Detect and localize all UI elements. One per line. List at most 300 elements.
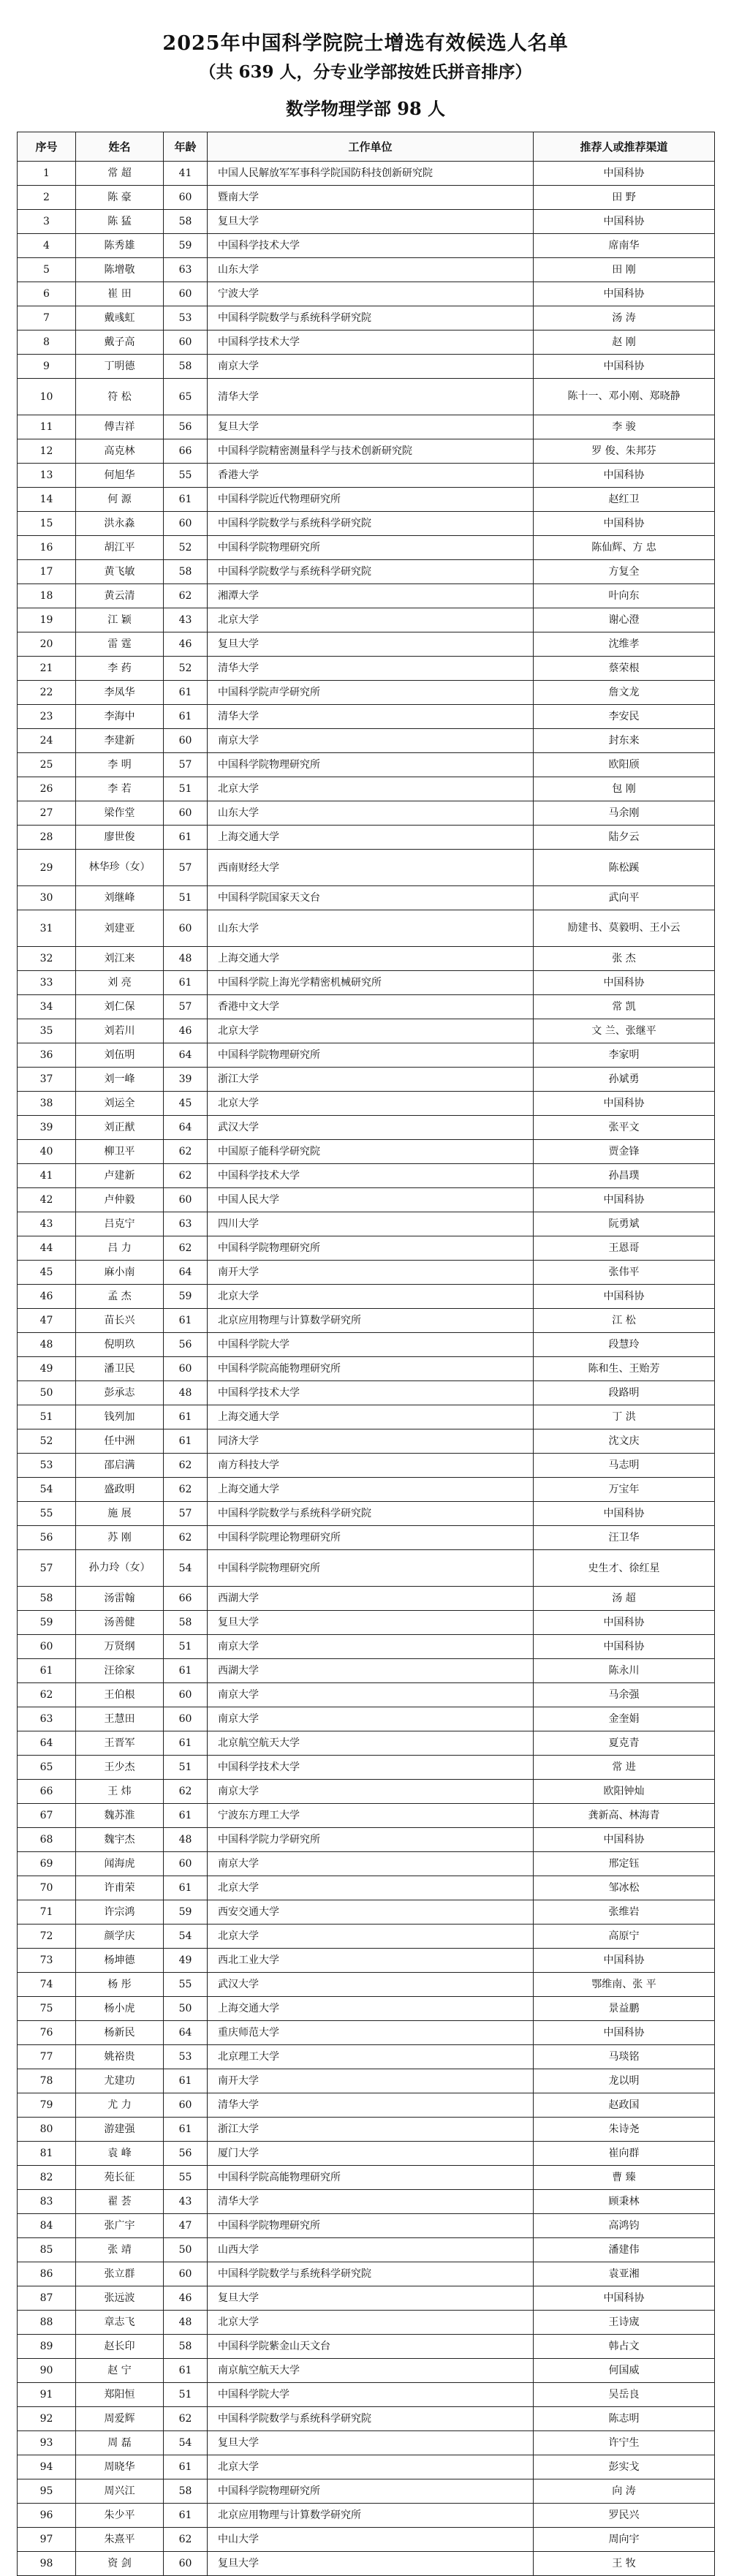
cell-name: 杨新民: [76, 2021, 164, 2045]
cell-unit: 重庆师范大学: [208, 2021, 534, 2045]
cell-name: 刘一峰: [76, 1068, 164, 1092]
cell-age: 58: [164, 560, 208, 584]
cell-unit: 中国科学院物理研究所: [208, 2479, 534, 2504]
cell-unit: 中国科学院国家天文台: [208, 886, 534, 910]
table-row: [18, 1526, 715, 1550]
cell-age: 53: [164, 306, 208, 331]
cell-recommender: 中国科协: [534, 1611, 715, 1635]
cell-unit: 浙江大学: [208, 2118, 534, 2142]
cell-name: 翟 荟: [76, 2190, 164, 2214]
cell-unit: 南京大学: [208, 1780, 534, 1804]
cell-no: 13: [18, 464, 76, 488]
cell-recommender: 许宁生: [534, 2431, 715, 2455]
cell-recommender: 潘建伟: [534, 2238, 715, 2262]
cell-age: 61: [164, 826, 208, 850]
cell-name: 刘江来: [76, 947, 164, 971]
table-row: [18, 186, 715, 210]
cell-age: 60: [164, 729, 208, 753]
cell-unit: 上海交通大学: [208, 1997, 534, 2021]
cell-recommender: 鄂维南、张 平: [534, 1973, 715, 1997]
cell-no: 20: [18, 632, 76, 657]
cell-recommender: 朱诗尧: [534, 2118, 715, 2142]
cell-recommender: 袁亚湘: [534, 2262, 715, 2286]
table-row: [18, 2262, 715, 2286]
cell-no: 62: [18, 1683, 76, 1707]
cell-unit: 北京大学: [208, 608, 534, 632]
table-row: [18, 2455, 715, 2479]
table-row: [18, 1550, 715, 1587]
table-row: [18, 1876, 715, 1900]
cell-no: 1: [18, 162, 76, 186]
table-row: [18, 1188, 715, 1212]
cell-name: 黄飞敏: [76, 560, 164, 584]
cell-no: 65: [18, 1756, 76, 1780]
cell-age: 61: [164, 2069, 208, 2093]
cell-no: 15: [18, 512, 76, 536]
header-no: 序号: [18, 132, 76, 162]
cell-recommender: 顾秉林: [534, 2190, 715, 2214]
cell-unit: 北京应用物理与计算数学研究所: [208, 2504, 534, 2528]
cell-no: 38: [18, 1092, 76, 1116]
cell-unit: 中国科学院物理研究所: [208, 1236, 534, 1261]
table-row: [18, 826, 715, 850]
cell-age: 48: [164, 2311, 208, 2335]
cell-no: 73: [18, 1949, 76, 1973]
cell-unit: 西安交通大学: [208, 1900, 534, 1925]
cell-age: 55: [164, 2166, 208, 2190]
cell-recommender: 李安民: [534, 705, 715, 729]
table-row: [18, 1852, 715, 1876]
cell-recommender: 王诗宬: [534, 2311, 715, 2335]
table-row: [18, 705, 715, 729]
cell-age: 63: [164, 258, 208, 282]
table-row: [18, 2069, 715, 2093]
cell-age: 60: [164, 1357, 208, 1381]
cell-name: 李建新: [76, 729, 164, 753]
cell-name: 王少杰: [76, 1756, 164, 1780]
cell-recommender: 中国科协: [534, 2286, 715, 2311]
cell-no: 21: [18, 657, 76, 681]
cell-recommender: 中国科协: [534, 210, 715, 234]
cell-unit: 中国科学院数学与系统科学研究院: [208, 560, 534, 584]
cell-unit: 中国科学院数学与系统科学研究院: [208, 2262, 534, 2286]
cell-name: 何 源: [76, 488, 164, 512]
candidate-table: [17, 132, 715, 2576]
table-row: [18, 681, 715, 705]
cell-unit: 四川大学: [208, 1212, 534, 1236]
cell-name: 刘正猷: [76, 1116, 164, 1140]
cell-unit: 复旦大学: [208, 210, 534, 234]
cell-recommender: 詹文龙: [534, 681, 715, 705]
cell-unit: 南开大学: [208, 1261, 534, 1285]
table-row: [18, 1092, 715, 1116]
table-row: [18, 258, 715, 282]
cell-name: 刘继峰: [76, 886, 164, 910]
cell-age: 62: [164, 1140, 208, 1164]
cell-no: 72: [18, 1925, 76, 1949]
cell-recommender: 段路明: [534, 1381, 715, 1405]
cell-recommender: 谢心澄: [534, 608, 715, 632]
cell-no: 68: [18, 1828, 76, 1852]
cell-name: 刘伍明: [76, 1043, 164, 1068]
cell-age: 45: [164, 1092, 208, 1116]
cell-name: 魏宇杰: [76, 1828, 164, 1852]
cell-age: 52: [164, 536, 208, 560]
cell-name: 苑长征: [76, 2166, 164, 2190]
cell-no: 8: [18, 331, 76, 355]
cell-no: 90: [18, 2359, 76, 2383]
table-row: [18, 1236, 715, 1261]
cell-unit: 中国科学技术大学: [208, 1381, 534, 1405]
cell-unit: 中国科学技术大学: [208, 234, 534, 258]
cell-unit: 中国科学院物理研究所: [208, 753, 534, 777]
cell-no: 57: [18, 1550, 76, 1587]
cell-age: 61: [164, 971, 208, 995]
cell-recommender: 邹冰松: [534, 1876, 715, 1900]
table-row: [18, 632, 715, 657]
cell-age: 61: [164, 2455, 208, 2479]
cell-no: 3: [18, 210, 76, 234]
cell-recommender: 文 兰、张继平: [534, 1019, 715, 1043]
cell-name: 刘建亚: [76, 910, 164, 947]
cell-age: 57: [164, 753, 208, 777]
cell-recommender: 常 凯: [534, 995, 715, 1019]
cell-unit: 南京大学: [208, 355, 534, 379]
cell-name: 万贤纲: [76, 1635, 164, 1659]
cell-name: 王伯根: [76, 1683, 164, 1707]
cell-no: 30: [18, 886, 76, 910]
table-row: [18, 1804, 715, 1828]
cell-recommender: 席南华: [534, 234, 715, 258]
cell-recommender: 曹 臻: [534, 2166, 715, 2190]
cell-age: 60: [164, 801, 208, 826]
cell-recommender: 陈和生、王贻芳: [534, 1357, 715, 1381]
cell-name: 赵长印: [76, 2335, 164, 2359]
cell-unit: 西南财经大学: [208, 850, 534, 886]
table-row: [18, 1019, 715, 1043]
cell-age: 54: [164, 1925, 208, 1949]
cell-unit: 西湖大学: [208, 1587, 534, 1611]
table-row: [18, 608, 715, 632]
table-row: [18, 1381, 715, 1405]
header-recommender: 推荐人或推荐渠道: [534, 132, 715, 162]
cell-unit: 复旦大学: [208, 1611, 534, 1635]
cell-recommender: 陈仙辉、方 忠: [534, 536, 715, 560]
cell-age: 56: [164, 2142, 208, 2166]
cell-name: 丁明德: [76, 355, 164, 379]
cell-unit: 山西大学: [208, 2238, 534, 2262]
cell-unit: 上海交通大学: [208, 1405, 534, 1429]
cell-recommender: 贾金锋: [534, 1140, 715, 1164]
cell-age: 60: [164, 1707, 208, 1731]
table-row: [18, 1429, 715, 1454]
cell-name: 魏苏淮: [76, 1804, 164, 1828]
cell-age: 61: [164, 1405, 208, 1429]
cell-name: 何旭华: [76, 464, 164, 488]
cell-name: 梁作堂: [76, 801, 164, 826]
cell-no: 67: [18, 1804, 76, 1828]
cell-no: 54: [18, 1478, 76, 1502]
cell-recommender: 龚新高、林海青: [534, 1804, 715, 1828]
table-row: [18, 1756, 715, 1780]
table-row: [18, 2286, 715, 2311]
table-row: [18, 2311, 715, 2335]
cell-recommender: 罗 俊、朱邦芬: [534, 439, 715, 464]
table-row: [18, 1164, 715, 1188]
cell-recommender: 中国科协: [534, 971, 715, 995]
cell-name: 赵 宁: [76, 2359, 164, 2383]
table-row: [18, 2021, 715, 2045]
cell-no: 75: [18, 1997, 76, 2021]
cell-no: 58: [18, 1587, 76, 1611]
cell-no: 76: [18, 2021, 76, 2045]
cell-age: 62: [164, 1478, 208, 1502]
table-row: [18, 1478, 715, 1502]
cell-name: 李海中: [76, 705, 164, 729]
table-row: [18, 234, 715, 258]
cell-recommender: 中国科协: [534, 512, 715, 536]
table-row: [18, 1659, 715, 1683]
cell-recommender: 吴岳良: [534, 2383, 715, 2407]
cell-age: 53: [164, 2045, 208, 2069]
cell-age: 60: [164, 282, 208, 306]
cell-no: 53: [18, 1454, 76, 1478]
table-row: [18, 536, 715, 560]
cell-name: 吕 力: [76, 1236, 164, 1261]
cell-age: 62: [164, 2407, 208, 2431]
cell-recommender: 田 刚: [534, 258, 715, 282]
cell-age: 57: [164, 1502, 208, 1526]
cell-age: 55: [164, 1973, 208, 1997]
cell-unit: 中国人民解放军军事科学院国防科技创新研究院: [208, 162, 534, 186]
cell-no: 28: [18, 826, 76, 850]
cell-name: 颜学庆: [76, 1925, 164, 1949]
table-row: [18, 801, 715, 826]
cell-age: 62: [164, 1780, 208, 1804]
cell-name: 李 药: [76, 657, 164, 681]
cell-name: 朱少平: [76, 2504, 164, 2528]
cell-name: 洪永淼: [76, 512, 164, 536]
table-row: [18, 162, 715, 186]
header-name: 姓名: [76, 132, 164, 162]
table-row: [18, 1828, 715, 1852]
cell-no: 29: [18, 850, 76, 886]
cell-age: 60: [164, 1188, 208, 1212]
cell-no: 24: [18, 729, 76, 753]
cell-recommender: 罗民兴: [534, 2504, 715, 2528]
table-row: [18, 1357, 715, 1381]
cell-unit: 南京大学: [208, 1683, 534, 1707]
cell-name: 杨坤德: [76, 1949, 164, 1973]
cell-name: 刘运全: [76, 1092, 164, 1116]
cell-no: 9: [18, 355, 76, 379]
cell-name: 廖世俊: [76, 826, 164, 850]
cell-recommender: 金奎娟: [534, 1707, 715, 1731]
cell-recommender: 高原宁: [534, 1925, 715, 1949]
cell-unit: 北京大学: [208, 1876, 534, 1900]
cell-name: 潘卫民: [76, 1357, 164, 1381]
cell-name: 许宗鸿: [76, 1900, 164, 1925]
cell-recommender: 陈志明: [534, 2407, 715, 2431]
cell-no: 64: [18, 1731, 76, 1756]
table-row: [18, 1997, 715, 2021]
cell-unit: 宁波东方理工大学: [208, 1804, 534, 1828]
cell-age: 60: [164, 910, 208, 947]
cell-unit: 北京大学: [208, 2311, 534, 2335]
cell-age: 58: [164, 1611, 208, 1635]
cell-no: 96: [18, 2504, 76, 2528]
table-row: [18, 2238, 715, 2262]
cell-unit: 上海交通大学: [208, 947, 534, 971]
cell-no: 18: [18, 584, 76, 608]
table-row: [18, 1925, 715, 1949]
cell-name: 陈秀雄: [76, 234, 164, 258]
cell-unit: 南京大学: [208, 1852, 534, 1876]
table-row: [18, 331, 715, 355]
cell-age: 61: [164, 2118, 208, 2142]
cell-recommender: 龙以明: [534, 2069, 715, 2093]
cell-no: 46: [18, 1285, 76, 1309]
cell-unit: 湘潭大学: [208, 584, 534, 608]
table-row: [18, 1635, 715, 1659]
cell-age: 61: [164, 681, 208, 705]
cell-age: 39: [164, 1068, 208, 1092]
cell-unit: 中国科学院理论物理研究所: [208, 1526, 534, 1550]
table-row: [18, 1973, 715, 1997]
table-row: [18, 2093, 715, 2118]
cell-recommender: 马志明: [534, 1454, 715, 1478]
table-row: [18, 439, 715, 464]
table-row: [18, 560, 715, 584]
cell-no: 77: [18, 2045, 76, 2069]
cell-no: 91: [18, 2383, 76, 2407]
cell-unit: 中国科学院数学与系统科学研究院: [208, 512, 534, 536]
cell-unit: 清华大学: [208, 705, 534, 729]
cell-name: 施 展: [76, 1502, 164, 1526]
cell-recommender: 沈维孝: [534, 632, 715, 657]
table-row: [18, 210, 715, 234]
cell-recommender: 李 骏: [534, 415, 715, 439]
cell-name: 姚裕贵: [76, 2045, 164, 2069]
cell-name: 高克林: [76, 439, 164, 464]
cell-recommender: 陆夕云: [534, 826, 715, 850]
cell-name: 周兴江: [76, 2479, 164, 2504]
cell-age: 62: [164, 1236, 208, 1261]
table-row: [18, 1707, 715, 1731]
cell-no: 63: [18, 1707, 76, 1731]
cell-no: 49: [18, 1357, 76, 1381]
table-row: [18, 306, 715, 331]
table-row: [18, 753, 715, 777]
cell-name: 傅吉祥: [76, 415, 164, 439]
cell-name: 汤雷翰: [76, 1587, 164, 1611]
table-row: [18, 2335, 715, 2359]
table-row: [18, 2214, 715, 2238]
cell-age: 60: [164, 1683, 208, 1707]
cell-age: 52: [164, 657, 208, 681]
cell-unit: 北京大学: [208, 2455, 534, 2479]
cell-recommender: 包 刚: [534, 777, 715, 801]
cell-age: 64: [164, 1261, 208, 1285]
cell-no: 95: [18, 2479, 76, 2504]
cell-age: 64: [164, 1116, 208, 1140]
cell-recommender: 中国科协: [534, 1188, 715, 1212]
cell-age: 51: [164, 1756, 208, 1780]
cell-recommender: 丁 洪: [534, 1405, 715, 1429]
table-row: [18, 1261, 715, 1285]
cell-unit: 上海交通大学: [208, 1478, 534, 1502]
cell-age: 55: [164, 464, 208, 488]
cell-name: 柳卫平: [76, 1140, 164, 1164]
cell-unit: 北京理工大学: [208, 2045, 534, 2069]
table-row: [18, 2383, 715, 2407]
table-row: [18, 488, 715, 512]
cell-unit: 南方科技大学: [208, 1454, 534, 1478]
table-row: [18, 1454, 715, 1478]
cell-recommender: 常 进: [534, 1756, 715, 1780]
cell-unit: 清华大学: [208, 2190, 534, 2214]
cell-recommender: 邢定钰: [534, 1852, 715, 1876]
cell-name: 彭承志: [76, 1381, 164, 1405]
cell-name: 杨小虎: [76, 1997, 164, 2021]
cell-age: 61: [164, 1804, 208, 1828]
cell-unit: 中国科学院力学研究所: [208, 1828, 534, 1852]
cell-recommender: 中国科协: [534, 1092, 715, 1116]
cell-unit: 清华大学: [208, 657, 534, 681]
cell-no: 70: [18, 1876, 76, 1900]
cell-age: 60: [164, 2093, 208, 2118]
cell-recommender: 李家明: [534, 1043, 715, 1068]
cell-age: 63: [164, 1212, 208, 1236]
table-row: [18, 464, 715, 488]
table-row: [18, 1780, 715, 1804]
cell-unit: 北京大学: [208, 1285, 534, 1309]
cell-name: 苗长兴: [76, 1309, 164, 1333]
cell-no: 4: [18, 234, 76, 258]
cell-no: 27: [18, 801, 76, 826]
cell-name: 刘若川: [76, 1019, 164, 1043]
cell-unit: 复旦大学: [208, 2552, 534, 2576]
cell-age: 60: [164, 186, 208, 210]
cell-no: 40: [18, 1140, 76, 1164]
cell-unit: 北京应用物理与计算数学研究所: [208, 1309, 534, 1333]
cell-age: 65: [164, 379, 208, 415]
cell-age: 50: [164, 2238, 208, 2262]
cell-recommender: 欧阳颀: [534, 753, 715, 777]
cell-recommender: 马余强: [534, 1683, 715, 1707]
cell-name: 章志飞: [76, 2311, 164, 2335]
cell-recommender: 景益鹏: [534, 1997, 715, 2021]
cell-name: 苏 刚: [76, 1526, 164, 1550]
cell-age: 49: [164, 1949, 208, 1973]
cell-name: 李 若: [76, 777, 164, 801]
table-row: [18, 2142, 715, 2166]
cell-no: 10: [18, 379, 76, 415]
cell-unit: 中国科学院高能物理研究所: [208, 2166, 534, 2190]
cell-no: 23: [18, 705, 76, 729]
cell-recommender: 中国科协: [534, 1949, 715, 1973]
cell-no: 7: [18, 306, 76, 331]
cell-no: 25: [18, 753, 76, 777]
cell-recommender: 励建书、莫毅明、王小云: [534, 910, 715, 947]
cell-unit: 香港中文大学: [208, 995, 534, 1019]
cell-name: 崔 田: [76, 282, 164, 306]
cell-name: 盛政明: [76, 1478, 164, 1502]
cell-recommender: 中国科协: [534, 1285, 715, 1309]
cell-no: 89: [18, 2335, 76, 2359]
cell-recommender: 马余刚: [534, 801, 715, 826]
cell-age: 51: [164, 777, 208, 801]
